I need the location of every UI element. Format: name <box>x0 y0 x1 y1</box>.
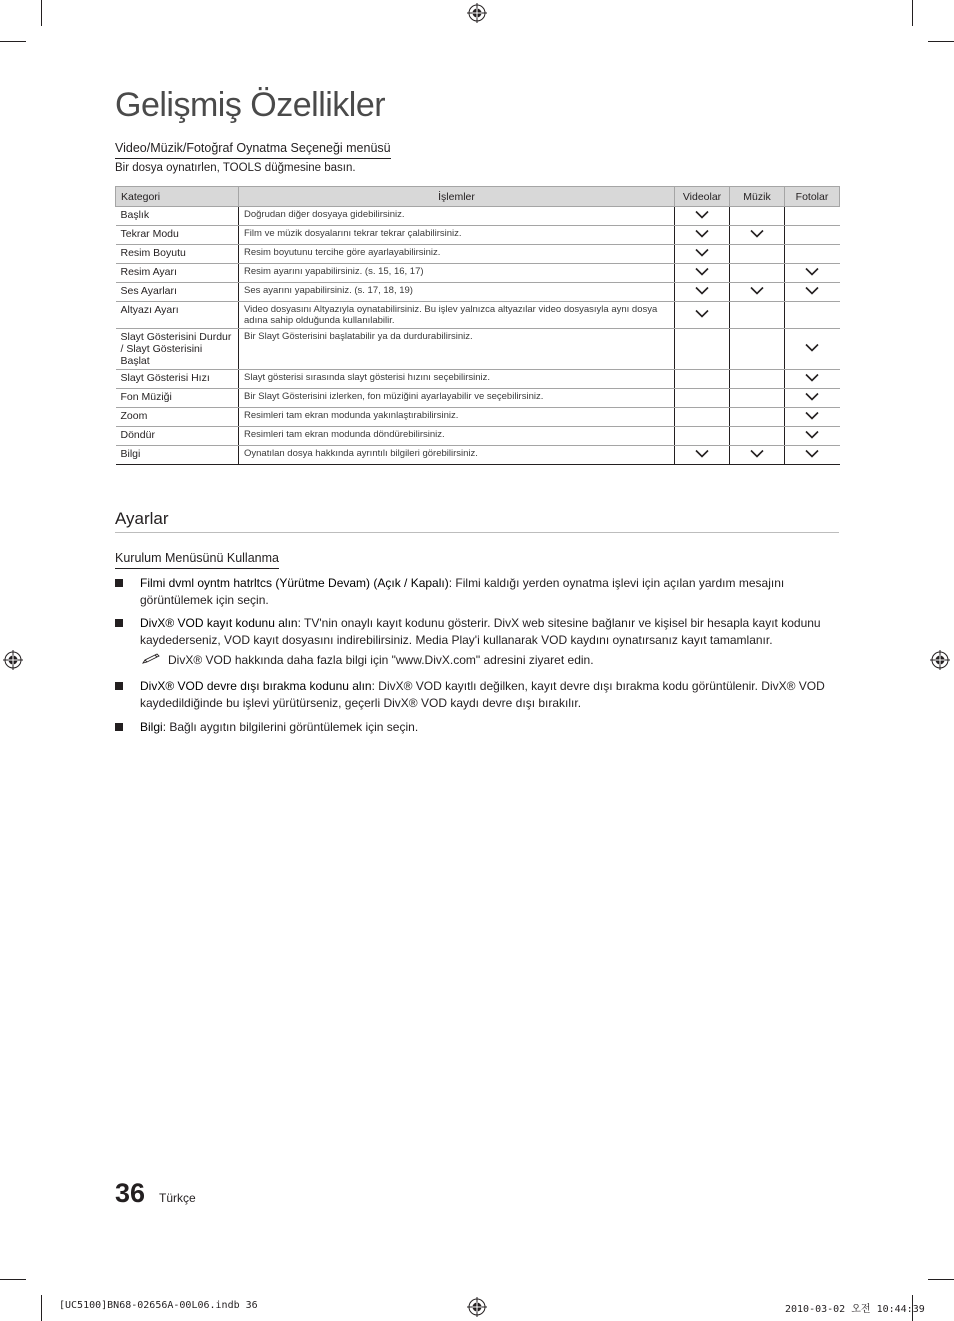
list-item <box>115 615 839 648</box>
music-support-cell <box>730 329 785 370</box>
list-item-text: : TV'nin onaylı kayıt kodunu gösterir. DivX web sitesine bağlanır ve kişisel bir hesapla kayıt kodunu kaydederseniz, VOD kayıt dosyasını indirebilirsiniz. Media Play'i kullanarak VOD kaydını oynatırsanız kayıt tamamlanır. <box>140 616 821 647</box>
table-row <box>116 283 840 302</box>
music-support-cell <box>730 226 785 245</box>
category-cell: Resim Boyutu <box>116 245 239 264</box>
video-support-cell <box>675 245 730 264</box>
photo-support-cell <box>785 389 840 408</box>
table-row <box>116 389 840 408</box>
checkmark-icon <box>695 449 709 461</box>
photo-support-cell <box>785 226 840 245</box>
table-header-row <box>116 187 840 207</box>
music-support-cell <box>730 446 785 465</box>
category-cell: Resim Ayarı <box>116 264 239 283</box>
intro-text-end: düğmesine basın. <box>261 162 356 174</box>
list-item-text: : Bağlı aygıtın bilgilerini görüntülemek için seçin. <box>162 720 419 734</box>
print-file-label: [UC5100]BN68-02656A-00L06.indb 36 <box>59 1300 258 1311</box>
section-divider <box>115 532 839 533</box>
table-row <box>116 408 840 427</box>
description-cell: Ses ayarını yapabilirsiniz. (s. 17, 18, 19) <box>239 283 675 302</box>
table-row <box>116 446 840 465</box>
playback-options-subheading: Video/Müzik/Fotoğraf Oynatma Seçeneği menüsü <box>115 141 391 159</box>
checkmark-icon <box>750 286 764 298</box>
list-item-term: Bilgi <box>140 720 163 734</box>
checkmark-icon <box>695 309 709 321</box>
photo-support-cell <box>785 245 840 264</box>
video-support-cell <box>675 302 730 329</box>
table-row <box>116 302 840 329</box>
crop-mark <box>0 41 26 42</box>
list-item-text: : Filmi kaldığı yerden oynatma işlevi için açılan yardım mesajını görüntülemek için seçin. <box>140 576 785 607</box>
playback-intro-text <box>115 162 356 174</box>
column-header-operations: İşlemler <box>239 187 675 207</box>
list-item-term: DivX® VOD devre dışı bırakma kodunu alın <box>140 679 372 693</box>
table-row <box>116 207 840 226</box>
category-cell: Ses Ayarları <box>116 283 239 302</box>
page-title: Gelişmiş Özellikler <box>115 86 386 124</box>
video-support-cell <box>675 389 730 408</box>
description-cell: Resimleri tam ekran modunda yakınlaştırabilirsiniz. <box>239 408 675 427</box>
registration-mark-icon <box>467 3 487 23</box>
registration-mark-icon <box>930 650 950 670</box>
table-row <box>116 329 840 370</box>
description-cell: Resim boyutunu tercihe göre ayarlayabilirsiniz. <box>239 245 675 264</box>
list-item-text: : DivX® VOD kayıtlı değilken, kayıt devre dışı bırakma kodu görüntülenir. DivX® VOD kaydedildiğinde bu işlevi yürütürseniz, geçerli DivX® VOD kaydı devre dışı bırakılır. <box>140 679 825 710</box>
crop-mark <box>41 1295 42 1321</box>
music-support-cell <box>730 370 785 389</box>
music-support-cell <box>730 264 785 283</box>
checkmark-icon <box>695 267 709 279</box>
video-support-cell <box>675 283 730 302</box>
description-cell: Film ve müzik dosyalarını tekrar tekrar çalabilirsiniz. <box>239 226 675 245</box>
video-support-cell <box>675 329 730 370</box>
print-date-label: 2010-03-02 오전 10:44:39 <box>785 1304 925 1315</box>
photo-support-cell <box>785 370 840 389</box>
checkmark-icon <box>805 449 819 461</box>
description-cell: Doğrudan diğer dosyaya gidebilirsiniz. <box>239 207 675 226</box>
description-cell: Video dosyasını Altyazıyla oynatabilirsiniz. Bu işlev yalnızca altyazılar video dosyasıyla aynı dosya adına sahip olduğunda kullanılabilir. <box>239 302 675 329</box>
checkmark-icon <box>805 343 819 355</box>
description-cell: Bir Slayt Gösterisini izlerken, fon müziğini ayarlayabilir ve seçebilirsiniz. <box>239 389 675 408</box>
checkmark-icon <box>695 248 709 260</box>
registration-mark-icon <box>467 1297 487 1317</box>
table-body <box>116 207 840 465</box>
section-title-settings: Ayarlar <box>115 509 169 528</box>
bullet-square-icon <box>115 579 123 587</box>
checkmark-icon <box>750 229 764 241</box>
intro-text-start: Bir dosya oynatırlen, <box>115 162 223 174</box>
photo-support-cell <box>785 446 840 465</box>
crop-mark <box>928 1279 954 1280</box>
photo-support-cell <box>785 207 840 226</box>
video-support-cell <box>675 446 730 465</box>
category-cell: Bilgi <box>116 446 239 465</box>
category-cell: Zoom <box>116 408 239 427</box>
page-number: 36 <box>115 1178 146 1208</box>
column-header-videos: Videolar <box>675 187 730 207</box>
crop-mark <box>912 0 913 26</box>
category-cell: Tekrar Modu <box>116 226 239 245</box>
crop-mark <box>41 0 42 26</box>
registration-mark-icon <box>3 650 23 670</box>
column-header-category: Kategori <box>116 187 239 207</box>
list-item <box>115 678 839 711</box>
photo-support-cell <box>785 302 840 329</box>
note-pencil-icon <box>142 653 162 665</box>
category-cell: Slayt Gösterisini Durdur / Slayt Gösterisini Başlat <box>116 329 239 370</box>
description-cell: Resimleri tam ekran modunda döndürebilirsiniz. <box>239 427 675 446</box>
video-support-cell <box>675 226 730 245</box>
video-support-cell <box>675 427 730 446</box>
table-row <box>116 427 840 446</box>
category-cell: Döndür <box>116 427 239 446</box>
music-support-cell <box>730 207 785 226</box>
video-support-cell <box>675 408 730 427</box>
table-row <box>116 370 840 389</box>
list-item-term: Filmi dvml oyntm hatrltcs (Yürütme Devam) (Açık / Kapalı) <box>140 576 449 590</box>
description-cell: Bir Slayt Gösterisini başlatabilir ya da durdurabilirsiniz. <box>239 329 675 370</box>
photo-support-cell <box>785 408 840 427</box>
checkmark-icon <box>750 449 764 461</box>
checkmark-icon <box>805 267 819 279</box>
page-language: Türkçe <box>159 1191 196 1205</box>
description-cell: Slayt gösterisi sırasında slayt gösterisi hızını seçebilirsiniz. <box>239 370 675 389</box>
note-text: DivX® VOD hakkında daha fazla bilgi için "www.DivX.com" adresini ziyaret edin. <box>168 653 594 667</box>
bullet-square-icon <box>115 723 123 731</box>
crop-mark <box>0 1279 26 1280</box>
note <box>142 653 594 667</box>
description-cell: Oynatılan dosya hakkında ayrıntılı bilgileri görebilirsiniz. <box>239 446 675 465</box>
bullet-square-icon <box>115 619 123 627</box>
video-support-cell <box>675 264 730 283</box>
tools-key-label: TOOLS <box>222 162 262 174</box>
video-support-cell <box>675 207 730 226</box>
video-support-cell <box>675 370 730 389</box>
list-item <box>115 719 839 736</box>
music-support-cell <box>730 408 785 427</box>
category-cell: Slayt Gösterisi Hızı <box>116 370 239 389</box>
music-support-cell <box>730 245 785 264</box>
checkmark-icon <box>695 229 709 241</box>
table-row <box>116 226 840 245</box>
checkmark-icon <box>805 286 819 298</box>
table-row <box>116 245 840 264</box>
music-support-cell <box>730 389 785 408</box>
bullet-square-icon <box>115 682 123 690</box>
photo-support-cell <box>785 329 840 370</box>
column-header-photos: Fotolar <box>785 187 840 207</box>
list-item <box>115 575 839 608</box>
description-cell: Resim ayarını yapabilirsiniz. (s. 15, 16, 17) <box>239 264 675 283</box>
photo-support-cell <box>785 283 840 302</box>
music-support-cell <box>730 283 785 302</box>
table-row <box>116 264 840 283</box>
category-cell: Fon Müziği <box>116 389 239 408</box>
category-cell: Başlık <box>116 207 239 226</box>
list-item-term: DivX® VOD kayıt kodunu alın <box>140 616 298 630</box>
category-cell: Altyazı Ayarı <box>116 302 239 329</box>
playback-options-table <box>115 186 840 465</box>
music-support-cell <box>730 427 785 446</box>
music-support-cell <box>730 302 785 329</box>
checkmark-icon <box>805 392 819 404</box>
checkmark-icon <box>805 430 819 442</box>
checkmark-icon <box>695 210 709 222</box>
checkmark-icon <box>805 411 819 423</box>
setup-menu-subheading: Kurulum Menüsünü Kullanma <box>115 551 279 569</box>
checkmark-icon <box>695 286 709 298</box>
photo-support-cell <box>785 264 840 283</box>
checkmark-icon <box>805 373 819 385</box>
column-header-music: Müzik <box>730 187 785 207</box>
photo-support-cell <box>785 427 840 446</box>
crop-mark <box>928 41 954 42</box>
